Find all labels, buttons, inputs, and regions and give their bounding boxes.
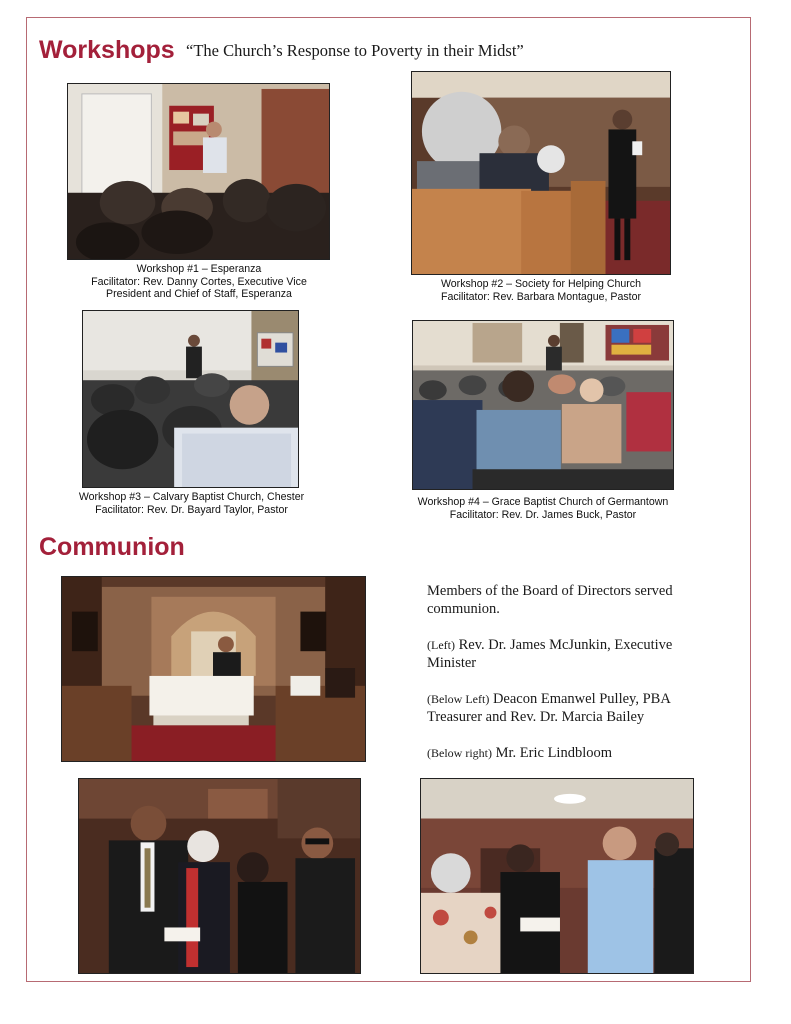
workshop-1-facilitator: Facilitator: Rev. Danny Cortes, Executive Vice	[91, 275, 307, 288]
workshop-4-caption	[401, 496, 685, 521]
workshops-heading: Workshops	[39, 36, 175, 64]
workshop-2-facilitator: Facilitator: Rev. Barbara Montague, Pastor	[441, 290, 641, 303]
workshop-2-photo	[411, 71, 671, 275]
communion-intro-line2: communion.	[427, 601, 500, 617]
workshop-3-photo	[82, 310, 299, 488]
communion-left-prefix: (Left)	[427, 638, 455, 652]
communion-altar-photo	[61, 576, 366, 762]
communion-below-right-caption	[427, 744, 612, 762]
communion-below-left-caption	[427, 690, 671, 726]
workshop-1-facilitator-role: President and Chief of Staff, Esperanza	[106, 288, 292, 300]
communion-lindbloom-photo	[420, 778, 694, 974]
workshop-3-caption	[70, 491, 313, 516]
workshop-1-photo	[67, 83, 330, 260]
communion-below-left-line2: Treasurer and Rev. Dr. Marcia Bailey	[427, 709, 645, 725]
communion-pulley-bailey-photo	[78, 778, 361, 974]
workshop-1-title: Workshop #1 – Esperanza	[136, 263, 262, 275]
communion-below-left-prefix: (Below Left)	[427, 692, 490, 706]
communion-intro	[427, 582, 673, 618]
workshop-2-caption	[411, 278, 671, 303]
communion-below-left-line1: Deacon Emanwel Pulley, PBA	[489, 691, 671, 707]
workshop-2-title: Workshop #2 – Society for Helping Church	[440, 278, 641, 290]
communion-below-right-prefix: (Below right)	[427, 746, 492, 760]
workshop-4-title: Workshop #4 – Grace Baptist Church of Germantown	[417, 496, 669, 508]
communion-left-caption	[427, 636, 672, 672]
workshop-1-caption	[68, 263, 330, 301]
workshop-3-title: Workshop #3 – Calvary Baptist Church, Chester	[78, 491, 305, 503]
communion-heading: Communion	[39, 533, 185, 561]
workshop-3-facilitator: Facilitator: Rev. Dr. Bayard Taylor, Pastor	[95, 503, 288, 516]
communion-left-line2: Minister	[427, 655, 477, 671]
communion-left-line1: Rev. Dr. James McJunkin, Executive	[454, 637, 673, 653]
workshop-4-photo	[412, 320, 674, 490]
workshops-subtitle: “The Church’s Response to Poverty in their Midst”	[186, 41, 524, 60]
communion-below-right-line1: Mr. Eric Lindbloom	[492, 745, 613, 761]
communion-intro-line1: Members of the Board of Directors served	[427, 583, 673, 599]
workshop-4-facilitator: Facilitator: Rev. Dr. James Buck, Pastor	[449, 508, 637, 521]
